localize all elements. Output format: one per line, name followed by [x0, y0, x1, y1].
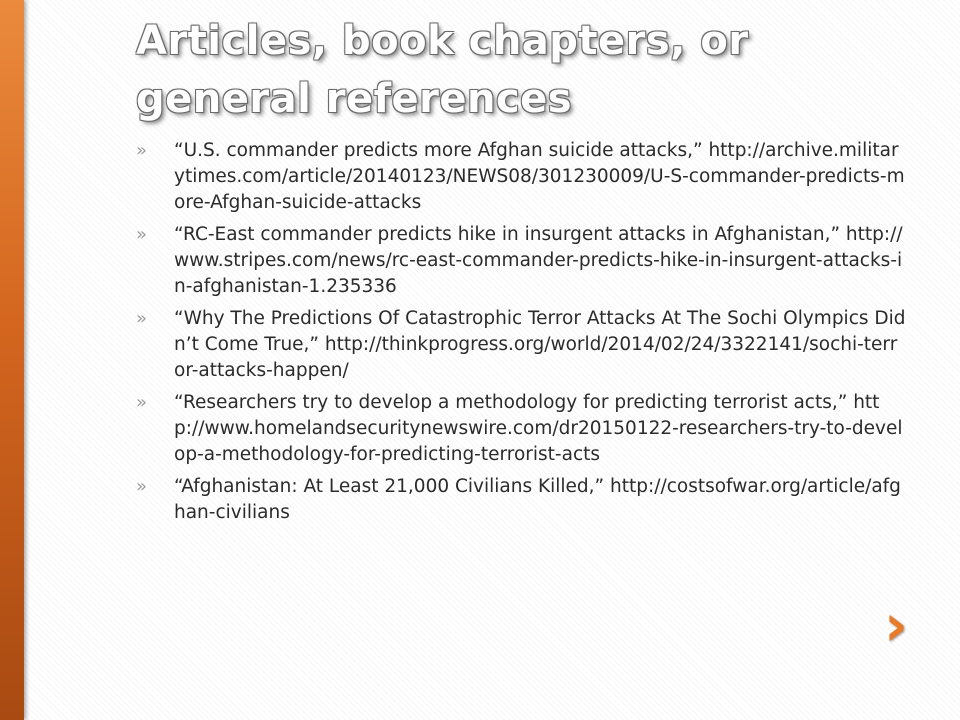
list-item — [136, 138, 906, 216]
bullet-icon: » — [136, 140, 148, 161]
list-item — [136, 306, 906, 384]
list-item — [136, 390, 906, 468]
next-slide-arrow-icon[interactable]: › — [884, 591, 908, 659]
accent-sidebar-bar — [0, 0, 24, 720]
list-item — [136, 474, 906, 526]
bullet-icon: » — [136, 224, 148, 245]
reference-text: “U.S. commander predicts more Afghan suicide attacks,” http://archive.militarytimes.com/article/20140123/NEWS08/301230009/U-S-commander-predicts-more-Afghan-suicide-attacks — [174, 140, 905, 213]
slide-title: Articles, book chapters, or general references — [136, 18, 749, 122]
reference-text: “Afghanistan: At Least 21,000 Civilians Killed,” http://costsofwar.org/article/afghan-civilians — [174, 476, 901, 523]
reference-text: “Why The Predictions Of Catastrophic Terror Attacks At The Sochi Olympics Didn’t Come True,” http://thinkprogress.org/world/2014/02/24/3322141/sochi-terror-attacks-happen/ — [174, 308, 906, 381]
bullet-icon: » — [136, 476, 148, 497]
reference-list — [136, 138, 906, 532]
bullet-icon: » — [136, 392, 148, 413]
reference-text: “Researchers try to develop a methodology for predicting terrorist acts,” http://www.homelandsecuritynewswire.com/dr20150122-researchers-try-to-develop-a-methodology-for-predicting-terrorist-acts — [174, 392, 903, 465]
reference-text: “RC-East commander predicts hike in insurgent attacks in Afghanistan,” http://www.stripes.com/news/rc-east-commander-predicts-hike-in-insurgent-attacks-in-afghanistan-1.235336 — [174, 224, 903, 297]
bullet-icon: » — [136, 308, 148, 329]
list-item — [136, 222, 906, 300]
